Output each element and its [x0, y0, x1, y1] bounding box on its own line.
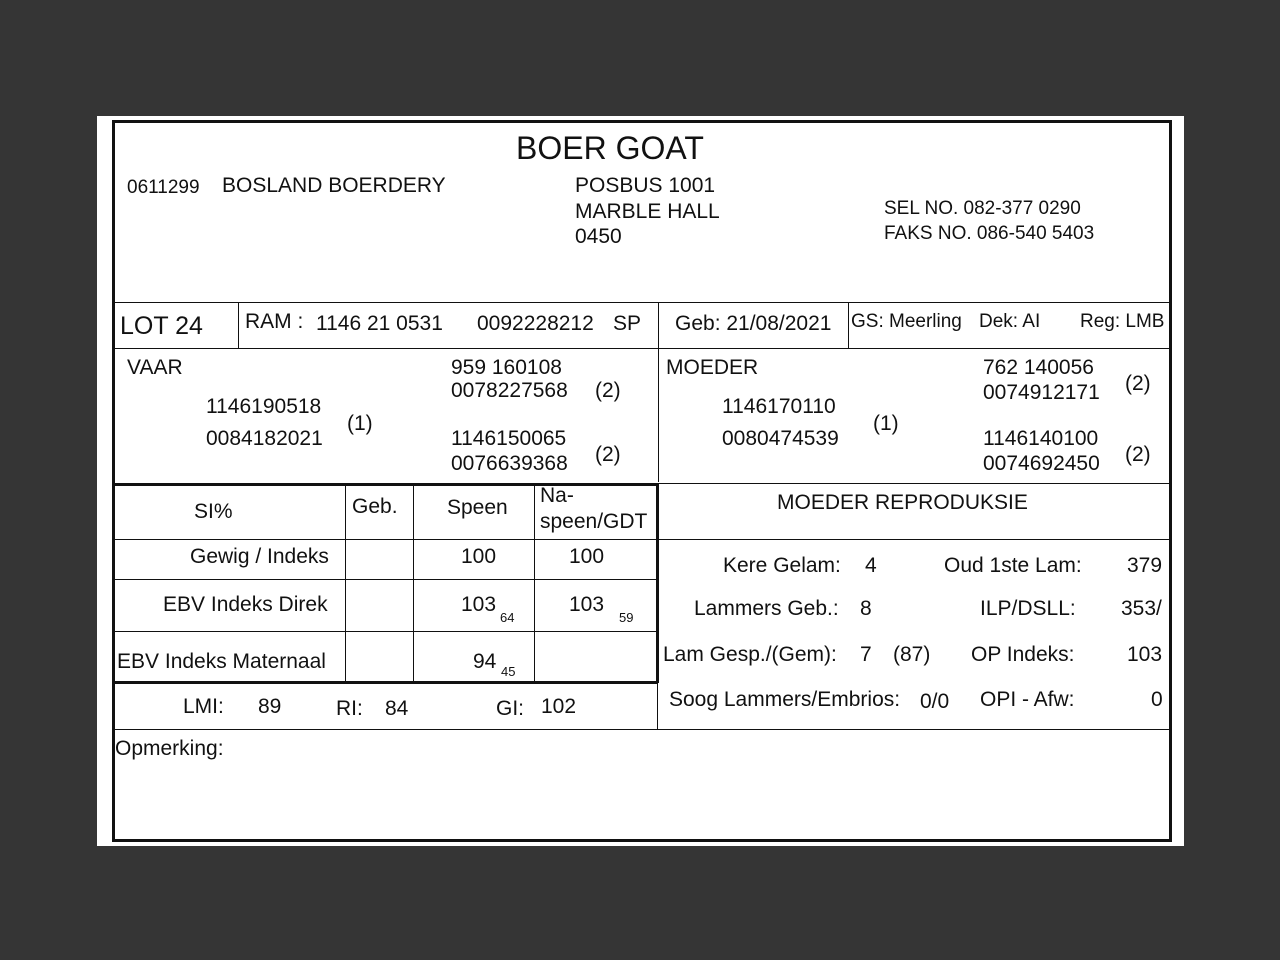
si-header: SI%	[194, 500, 233, 523]
gesp-gem-value: (87)	[893, 643, 931, 666]
reg-field: Reg: LMB	[1080, 311, 1165, 332]
divider	[115, 579, 658, 580]
maternaal-speen-sub: 45	[501, 664, 516, 679]
dam-sire-id: 0074912171	[983, 381, 1100, 404]
direk-naspeen: 103	[569, 593, 605, 616]
divider	[115, 729, 1172, 730]
row-label-direk: EBV Indeks Direk	[163, 593, 328, 616]
naspeen-header-1: Na-	[540, 484, 574, 507]
dam-dam-number: 1146140100	[983, 427, 1099, 450]
birth-date: Geb: 21/08/2021	[675, 312, 832, 335]
divider	[658, 302, 659, 348]
lammers-value: 8	[860, 597, 872, 620]
gewig-naspeen: 100	[569, 545, 605, 568]
divider	[115, 483, 658, 486]
divider	[115, 302, 1172, 303]
naspeen-header-2: speen/GDT	[540, 510, 648, 533]
dam-number: 1146170110	[722, 395, 836, 418]
ram-label: RAM :	[245, 310, 304, 333]
fax-number: FAKS NO. 086-540 5403	[884, 223, 1095, 244]
divider	[534, 483, 535, 683]
kere-value: 4	[865, 554, 877, 577]
speen-header: Speen	[447, 496, 508, 519]
row-label-gewig: Gewig / Indeks	[190, 545, 329, 568]
soog-value: 0/0	[920, 690, 950, 713]
dam-label: MOEDER	[666, 356, 759, 379]
maternaal-speen: 94	[473, 650, 497, 673]
dam-id: 0080474539	[722, 427, 839, 450]
sire-label: VAAR	[127, 356, 183, 379]
opi-label: OPI - Afw:	[980, 688, 1075, 711]
address-line-2: MARBLE HALL	[575, 200, 720, 223]
soog-label: Soog Lammers/Embrios:	[669, 688, 901, 711]
address-line-3: 0450	[575, 225, 622, 248]
sire-sire-id: 0078227568	[451, 379, 568, 402]
gi-value: 102	[541, 695, 577, 718]
sire-sire-generation: (2)	[595, 379, 621, 402]
divider	[115, 539, 1172, 540]
ilp-value: 353/	[1121, 597, 1162, 620]
address-line-1: POSBUS 1001	[575, 174, 716, 197]
lammers-label: Lammers Geb.:	[694, 597, 839, 620]
gi-label: GI:	[496, 697, 525, 720]
opi-value: 0	[1151, 688, 1163, 711]
geb-header: Geb.	[352, 495, 398, 518]
sire-dam-id: 0076639368	[451, 452, 568, 475]
divider	[658, 348, 659, 482]
divider	[238, 302, 239, 348]
divider	[115, 631, 658, 632]
dam-dam-id: 0074692450	[983, 452, 1100, 475]
sire-dam-generation: (2)	[595, 443, 621, 466]
row-label-maternaal: EBV Indeks Maternaal	[117, 650, 326, 673]
divider	[115, 348, 1172, 349]
sire-generation: (1)	[347, 412, 373, 435]
ilp-label: ILP/DSLL:	[980, 597, 1076, 620]
dam-dam-generation: (2)	[1125, 443, 1151, 466]
cell-number: SEL NO. 082-377 0290	[884, 198, 1081, 219]
gesp-value: 7	[860, 643, 872, 666]
repro-title: MOEDER REPRODUKSIE	[777, 491, 1028, 514]
ri-label: RI:	[336, 697, 363, 720]
ram-id: 0092228212	[477, 312, 594, 335]
direk-naspeen-sub: 59	[619, 610, 634, 625]
lmi-label: LMI:	[183, 695, 224, 718]
ram-sp: SP	[613, 312, 642, 335]
gewig-speen: 100	[461, 545, 497, 568]
dam-sire-number: 762 140056	[983, 356, 1094, 379]
sire-number: 1146190518	[206, 395, 322, 418]
divider	[413, 483, 414, 683]
sire-dam-number: 1146150065	[451, 427, 567, 450]
op-value: 103	[1127, 643, 1163, 666]
ri-value: 84	[385, 697, 409, 720]
remarks-label: Opmerking:	[115, 737, 224, 760]
divider	[115, 681, 658, 684]
dam-generation: (1)	[873, 412, 899, 435]
divider	[656, 483, 659, 683]
divider	[658, 483, 1172, 484]
card-title: BOER GOAT	[516, 130, 704, 166]
lmi-value: 89	[258, 695, 282, 718]
lot-number: LOT 24	[120, 312, 203, 340]
kere-label: Kere Gelam:	[723, 554, 841, 577]
gesp-label: Lam Gesp./(Gem):	[663, 643, 837, 666]
direk-speen: 103	[461, 593, 497, 616]
oud-value: 379	[1127, 554, 1163, 577]
sire-sire-number: 959 160108	[451, 356, 562, 379]
sire-id: 0084182021	[206, 427, 323, 450]
owner-name: BOSLAND BOERDERY	[222, 174, 446, 197]
op-label: OP Indeks:	[971, 643, 1075, 666]
dam-sire-generation: (2)	[1125, 372, 1151, 395]
divider	[848, 302, 849, 348]
oud-label: Oud 1ste Lam:	[944, 554, 1082, 577]
ram-number: 1146 21 0531	[316, 312, 443, 335]
dek-field: Dek: AI	[979, 311, 1041, 332]
gs-field: GS: Meerling	[851, 311, 962, 332]
owner-number: 0611299	[127, 177, 200, 198]
divider	[657, 683, 658, 729]
divider	[345, 483, 346, 683]
direk-speen-sub: 64	[500, 610, 515, 625]
